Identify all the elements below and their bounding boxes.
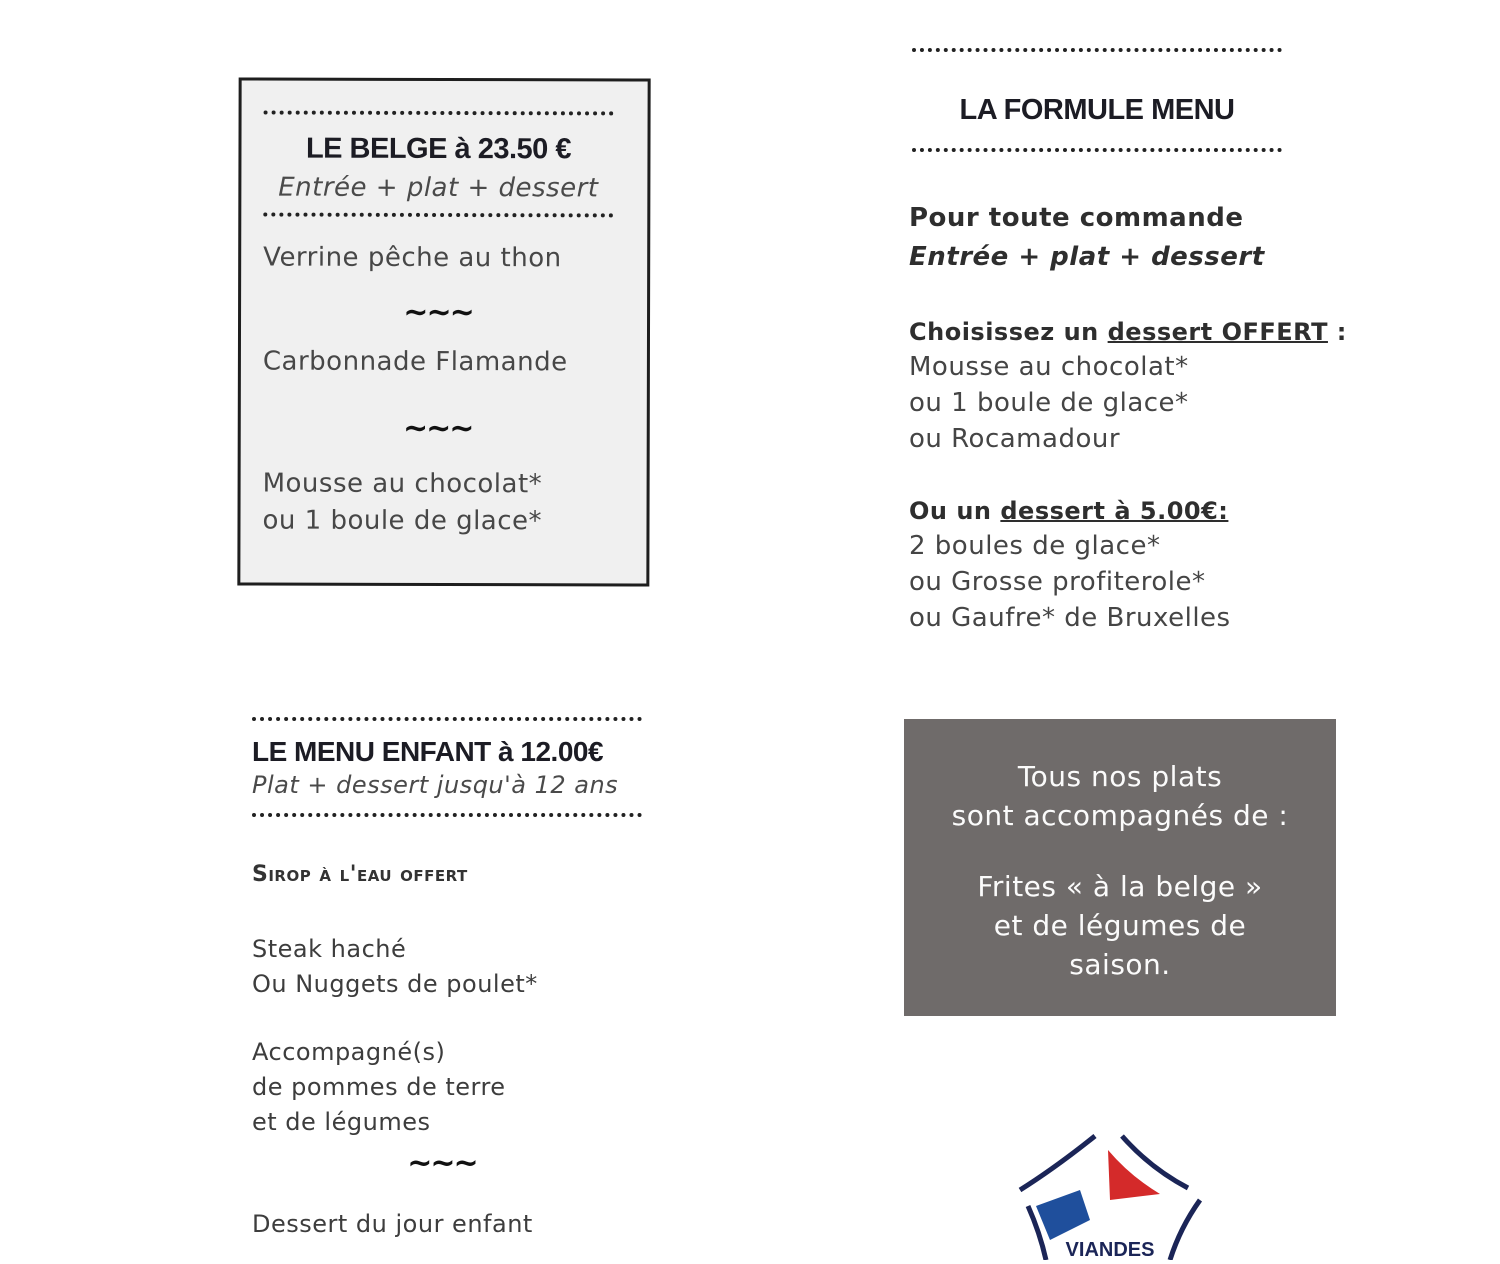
offert-item: Mousse au chocolat* bbox=[909, 352, 1189, 382]
separator-icon: ~~~ bbox=[407, 1146, 477, 1181]
divider bbox=[912, 48, 1282, 52]
enfant-title: LE MENU ENFANT à 12.00€ bbox=[252, 736, 604, 767]
enfant-accomp-3: et de légumes bbox=[252, 1108, 431, 1136]
belge-entree: Verrine pêche au thon bbox=[263, 242, 562, 274]
enfant-subtitle: Plat + dessert jusqu'à 12 ans bbox=[252, 771, 619, 799]
enfant-drink-text: Sirop à l'eau offert bbox=[252, 862, 468, 887]
divider bbox=[252, 813, 642, 817]
paid-item: ou Grosse profiterole* bbox=[909, 567, 1206, 597]
accomp-line-1: Tous nos plats bbox=[1017, 760, 1223, 793]
accomp-line-3: Frites « à la belge » bbox=[977, 870, 1263, 903]
belge-subtitle: Entrée + plat + dessert bbox=[278, 172, 599, 204]
divider bbox=[912, 148, 1282, 152]
enfant-drink bbox=[252, 862, 468, 887]
separator-icon: ~~~ bbox=[403, 294, 473, 331]
paid-heading bbox=[909, 493, 1228, 529]
belge-dessert-1: Mousse au chocolat* bbox=[262, 468, 543, 500]
formule-intro-2: Entrée + plat + dessert bbox=[909, 242, 1265, 272]
enfant-accomp-1: Accompagné(s) bbox=[252, 1038, 446, 1066]
offert-suffix: : bbox=[1327, 318, 1347, 346]
offert-item: ou Rocamadour bbox=[909, 424, 1121, 454]
divider bbox=[263, 213, 613, 218]
enfant-accomp bbox=[252, 1035, 506, 1140]
viandes-logo bbox=[1010, 1128, 1210, 1260]
offert-item: ou 1 boule de glace* bbox=[909, 388, 1189, 418]
enfant-plat-2: Ou Nuggets de poulet* bbox=[252, 970, 538, 998]
accomp-line-4: et de légumes de bbox=[993, 909, 1247, 942]
accomp-line-2: sont accompagnés de : bbox=[951, 799, 1289, 832]
belge-plat: Carbonnade Flamande bbox=[262, 346, 568, 378]
separator-icon: ~~~ bbox=[402, 410, 473, 447]
enfant-plat bbox=[252, 932, 538, 1002]
accompaniment-box bbox=[904, 719, 1336, 1016]
accomp-line-5: saison. bbox=[1069, 948, 1171, 981]
offert-link: dessert OFFERT bbox=[1107, 318, 1328, 346]
enfant-dessert: Dessert du jour enfant bbox=[252, 1210, 533, 1238]
divider bbox=[252, 717, 642, 721]
viandes-logo-icon bbox=[1010, 1128, 1210, 1260]
paid-item: 2 boules de glace* bbox=[909, 531, 1161, 561]
belge-menu-card bbox=[237, 77, 650, 586]
enfant-accomp-2: de pommes de terre bbox=[252, 1073, 506, 1101]
formule-intro-1: Pour toute commande bbox=[909, 203, 1244, 233]
offert-heading bbox=[909, 314, 1347, 350]
belge-dessert-2: ou 1 boule de glace* bbox=[262, 505, 543, 537]
offert-prefix: Choisissez un bbox=[909, 318, 1108, 346]
divider bbox=[264, 111, 614, 116]
belge-title: LE BELGE à 23.50 € bbox=[305, 132, 572, 166]
formule-title: LA FORMULE MENU bbox=[959, 94, 1235, 126]
paid-prefix: Ou un bbox=[909, 497, 1001, 525]
paid-item: ou Gaufre* de Bruxelles bbox=[909, 603, 1231, 633]
logo-text: VIANDES bbox=[1065, 1239, 1155, 1260]
enfant-plat-1: Steak haché bbox=[252, 935, 407, 963]
paid-link: dessert à 5.00€: bbox=[1000, 497, 1229, 525]
